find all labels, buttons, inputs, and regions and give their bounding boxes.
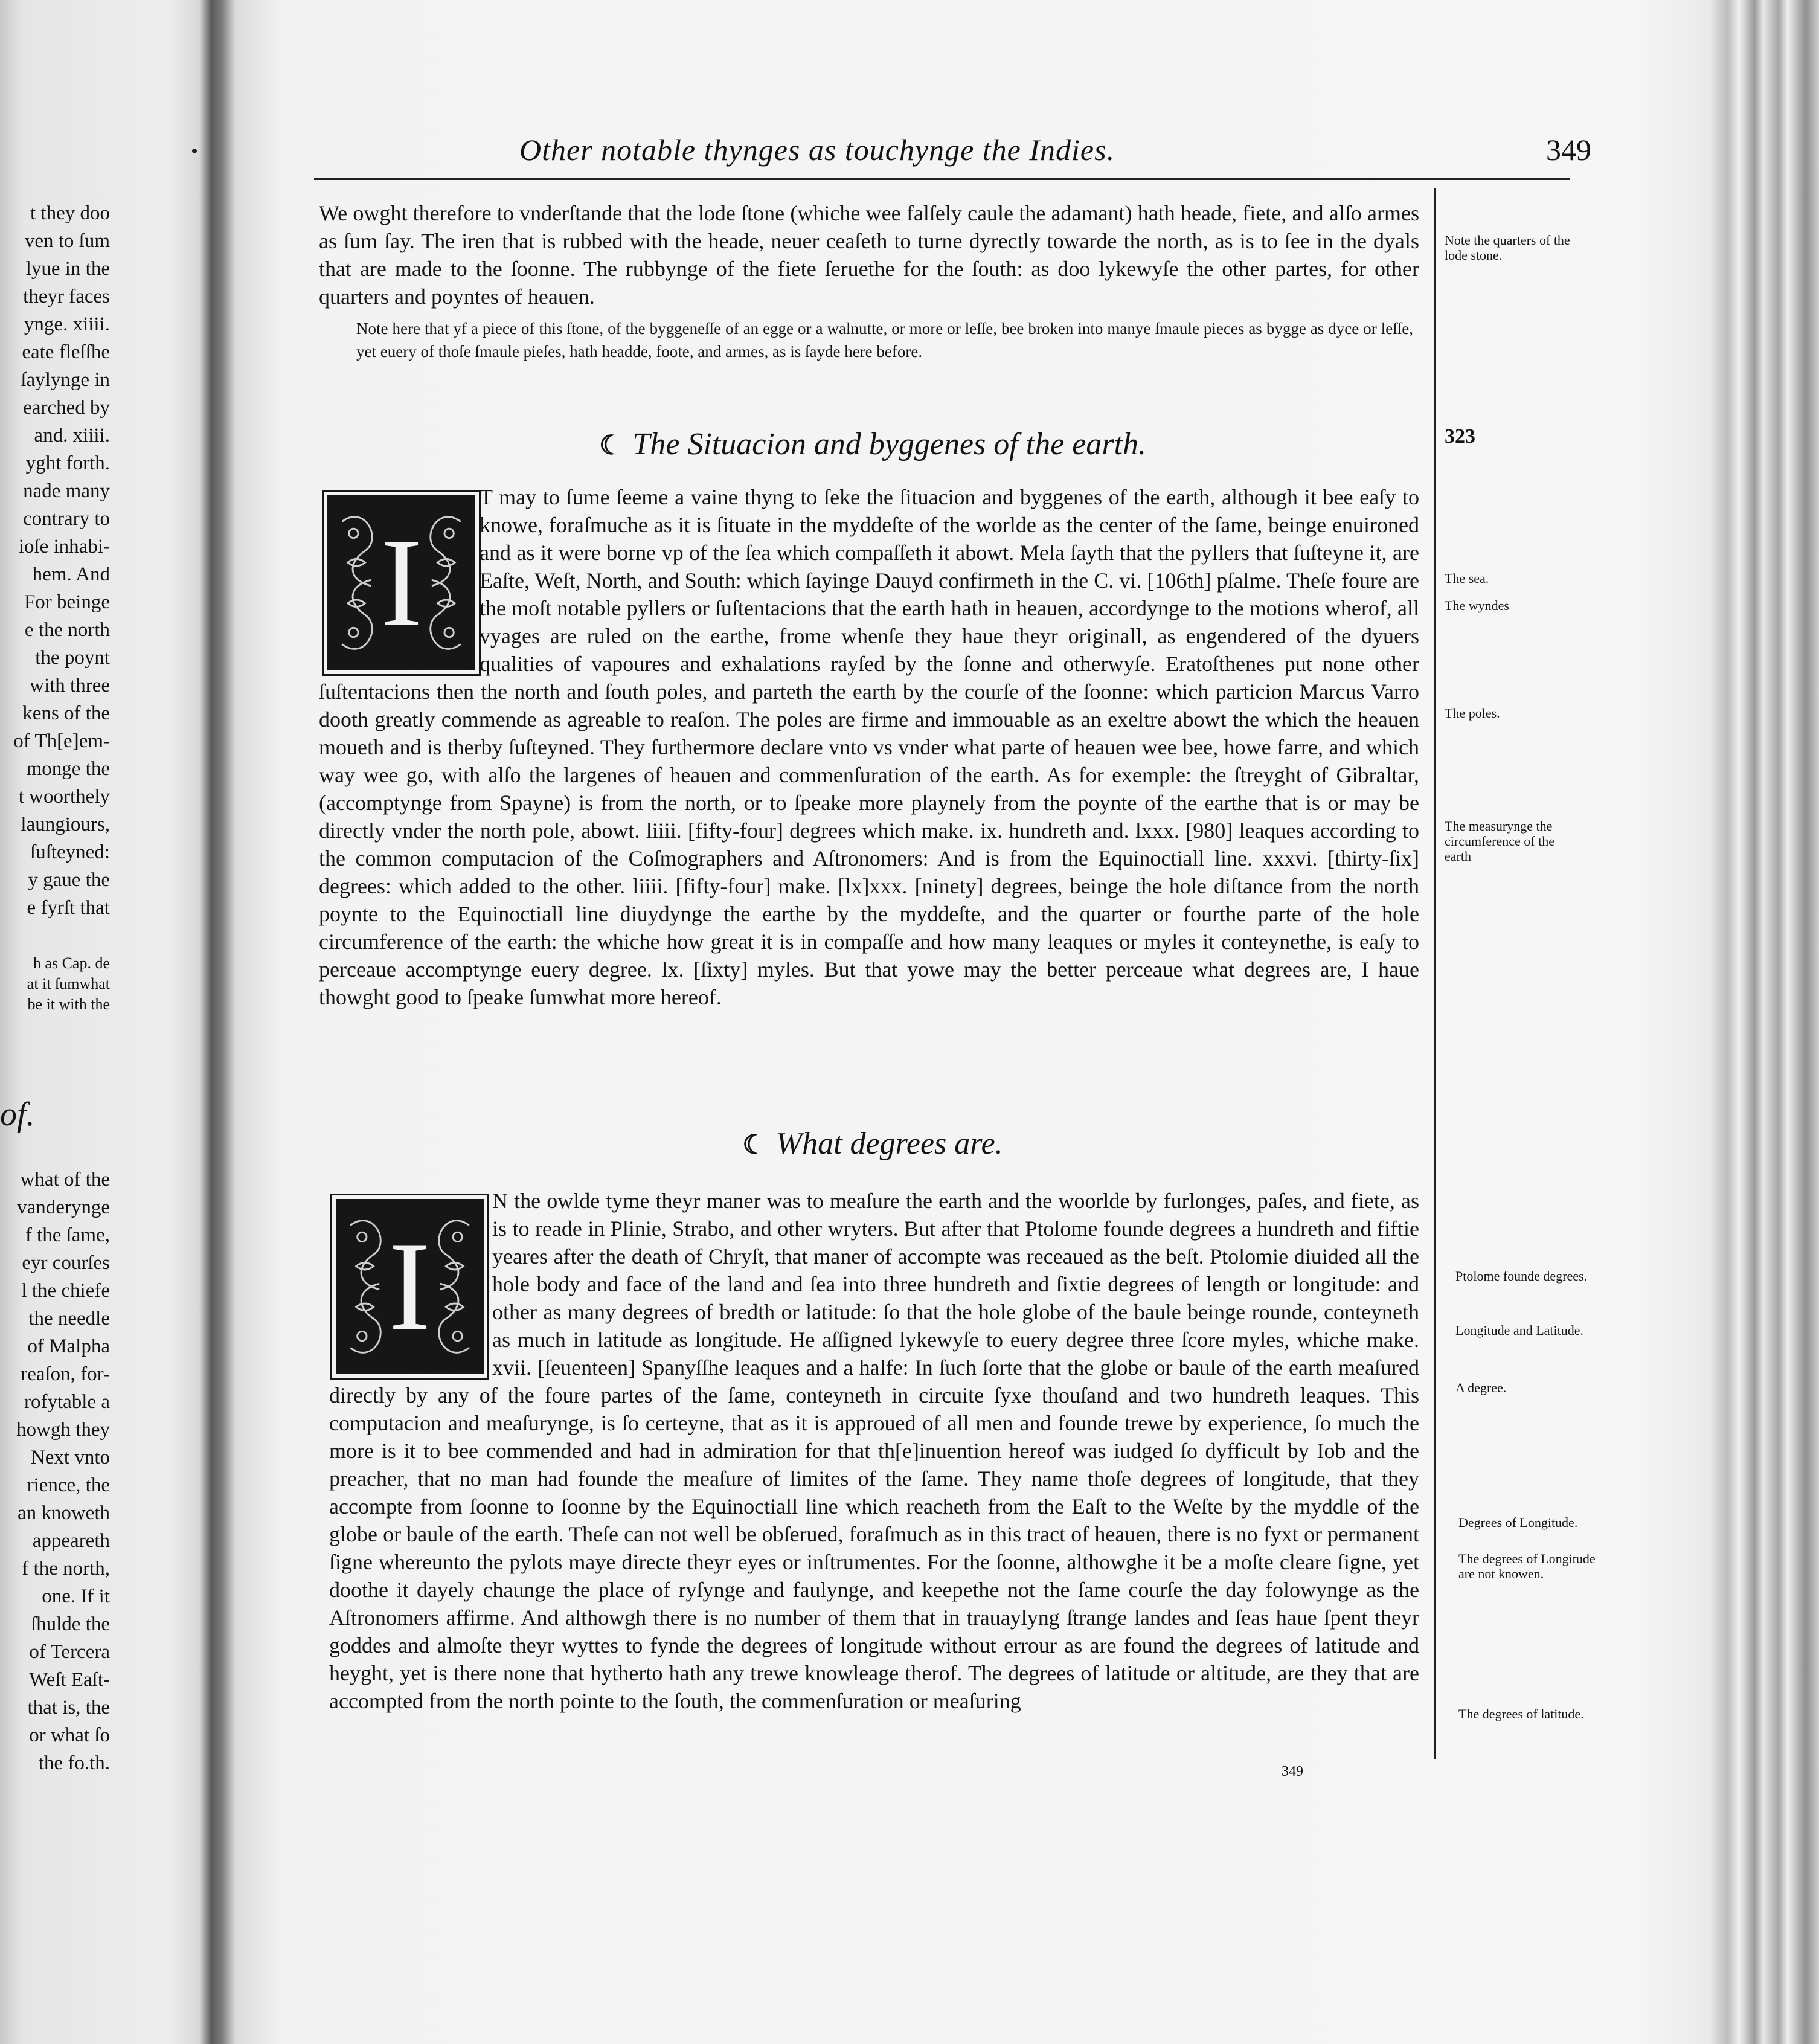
left-line: and. xiiii. bbox=[34, 425, 110, 446]
header-rule bbox=[314, 178, 1570, 180]
left-line: contrary to bbox=[23, 508, 110, 530]
left-line: one. If it bbox=[42, 1586, 110, 1607]
left-line: with three bbox=[30, 675, 110, 696]
left-line: that is, the bbox=[27, 1697, 110, 1718]
left-line: appeareth bbox=[32, 1530, 110, 1552]
left-line: or what ſo bbox=[29, 1724, 110, 1746]
dropcap-letter: I bbox=[380, 513, 423, 653]
left-line: monge the bbox=[26, 758, 110, 780]
left-line: e the north bbox=[24, 619, 110, 641]
left-line: t woorthely bbox=[18, 786, 110, 808]
margin-note: A degree. bbox=[1455, 1380, 1507, 1395]
margin-note: The measurynge the circumference of the earth bbox=[1445, 818, 1554, 864]
left-line: For beinge bbox=[24, 591, 110, 613]
left-note-line: be it with the bbox=[27, 995, 110, 1013]
left-line: lyue in the bbox=[25, 258, 110, 280]
footer-page-number: 349 bbox=[1282, 1764, 1303, 1779]
running-title: Other notable thynges as touchynge the Indies. bbox=[519, 133, 1115, 167]
left-line: earched by bbox=[23, 397, 110, 419]
margin-note: The degrees of latitude. bbox=[1458, 1706, 1584, 1721]
margin-reference-number: 323 bbox=[1445, 425, 1475, 448]
left-page-heading-fragment: of. bbox=[0, 1096, 35, 1133]
section-degrees-body bbox=[329, 1187, 1419, 1715]
margin-note: The wyndes bbox=[1445, 598, 1509, 613]
left-line: vanderynge bbox=[17, 1197, 110, 1218]
section-situacion-body bbox=[319, 483, 1419, 1011]
margin-note: The sea. bbox=[1445, 571, 1489, 586]
left-note-line: h as Cap. de bbox=[33, 954, 110, 972]
left-line: the needle bbox=[28, 1308, 110, 1329]
paragraph-mark-icon: ☾ bbox=[598, 431, 623, 460]
left-line: the fo.th. bbox=[38, 1752, 110, 1774]
left-line: laungiours, bbox=[21, 814, 110, 835]
left-line: what of the bbox=[20, 1169, 110, 1191]
margin-note: Note the quarters of the lode stone. bbox=[1445, 233, 1570, 263]
left-line: t they doo bbox=[30, 202, 110, 224]
left-line: l the chiefe bbox=[21, 1280, 110, 1302]
section-heading-text: The Situacion and byggenes of the earth. bbox=[632, 427, 1147, 461]
left-line: hem. And bbox=[32, 564, 110, 585]
left-line: Next vnto bbox=[30, 1447, 110, 1468]
left-line: an knoweth bbox=[17, 1502, 110, 1524]
section-heading-situacion bbox=[326, 425, 1419, 465]
left-line: of Malpha bbox=[27, 1335, 110, 1357]
intro-paragraph: We owght therefore to vnderſtande that the lode ſtone (whiche wee falſely caule the adamant) hath heade, fiete, and alſo armes as ſum ſay. The iren that is rubbed with the heade, neuer ceaſeth to turne dyrectly towarde the north, as is to ſee in the dyals that are made to the ſoonne. The rubbynge of the fiete ſeruethe for the ſouth: as doo lykewyſe the other partes, for other quarters and poyntes of heauen. bbox=[319, 201, 1419, 309]
left-page-column-2 bbox=[0, 1166, 110, 1777]
left-line: rience, the bbox=[27, 1474, 110, 1496]
section-heading-text: What degrees are. bbox=[775, 1126, 1003, 1161]
section-degrees-text: N the owlde tyme theyr maner was to meaſure the earth and the woorlde by furlonges, paſes, and fiete, as is to reade in Plinie, Strabo, and other wryters. But after that Ptolome founde degrees a hundreth and fiftie yeares after the death of Chryſt, that maner of accompte was receaued as the beſt. Ptolomie diuided all the hole body and face of the land and ſea into three hundreth and ſixtie degrees of length or longitude: and other as many degrees of bredth or latitude: ſo that the hole globe of the baule beinge rounde, conteyneth as much in latitude as longitude. He aſſigned lykewyſe to euery degree three ſcore myles, whiche make. xvii. [ſeuenteen] Spanyſſhe leaques and a halfe: In ſuch ſorte that the globe or baule of the earth meaſured directly by any of the foure partes of the ſame, conteyneth in circuite ſyxe thouſand and two hundreth leaques. This computacion and meaſurynge, is ſo certeyne, that as it is approued of all men and founde trewe by experience, ſo much the more is it to bee commended and had in admiration for that th[e]inuention hereof was iudged ſo dyfficult by Iob and the preacher, that no man had founde the meaſure of limites of the ſame. They name thoſe degrees of longitude, that they accompte from ſoonne to ſoonne by the Equinoctiall line which reacheth from the Eaſt to the Weſte by the myddle of the globe or baule of the earth. Theſe can not well be obſerued, foraſmuch as in this tract of heauen, there is no fyxt or permanent ſigne whereunto the pylots maye directe theyr eyes or inſtrumentes. For the ſoonne, althowghe it be a moſte cleare ſigne, yet doothe it dayely chaunge the place of ryſynge and faulynge, and keepethe not the ſame courſe the day folowynge as the Aſtronomers affirme. And althowgh there is no number of them that in trauaylyng ſtrange landes and ſeas haue ſpent theyr goddes and almoſte theyr wyttes to fynde the degrees of longitude without errour as are found the degrees of latitude and heyght, yet is there none that hytherto hath any trewe knowleage therof. The degrees of latitude or altitude, are they that are accompted from the north pointe to the ſouth, the commenſuration or meaſuring bbox=[329, 1189, 1419, 1713]
left-line: reaſon, for- bbox=[21, 1363, 110, 1385]
intro-note: Note here that yf a piece of this ſtone, of the byggeneſſe of an egge or a walnutte, or more or leſſe, bee broken into manye ſmaule pieces as bygge as dyce or leſſe, yet euery of thoſe ſmaule pieſes, hath headde, foote, and armes, as is ſayde here before. bbox=[356, 320, 1413, 361]
page-number: 349 bbox=[1546, 133, 1591, 167]
dropcap-spacer bbox=[319, 483, 480, 675]
left-line: theyr faces bbox=[23, 286, 110, 307]
dropcap-letter: I bbox=[388, 1216, 431, 1357]
left-line: rofytable a bbox=[24, 1391, 110, 1413]
dropcap-spacer bbox=[329, 1187, 492, 1377]
left-line: the poynt bbox=[35, 647, 110, 669]
left-note-line: at it ſumwhat bbox=[27, 975, 110, 992]
left-line: ven to ſum bbox=[24, 230, 110, 252]
left-line: yght forth. bbox=[25, 452, 110, 474]
left-page-column bbox=[0, 199, 110, 922]
left-line: f the north, bbox=[22, 1558, 110, 1580]
left-line: of Th[e]em- bbox=[13, 730, 110, 752]
left-page-note bbox=[0, 953, 110, 1015]
margin-rule bbox=[1434, 188, 1436, 1759]
left-line: ſaylynge in bbox=[21, 369, 110, 391]
left-line: Weſt Eaſt- bbox=[29, 1669, 110, 1691]
paragraph-mark-icon: ☾ bbox=[742, 1130, 766, 1160]
left-line: e fyrſt that bbox=[27, 897, 110, 919]
left-line: ioſe inhabi- bbox=[18, 536, 110, 558]
left-line: eate fleſſhe bbox=[22, 341, 110, 363]
left-line: howgh they bbox=[16, 1419, 110, 1441]
left-line: ſhulde the bbox=[30, 1613, 110, 1635]
margin-dot bbox=[192, 149, 197, 153]
margin-note: The poles. bbox=[1445, 705, 1500, 721]
margin-note: Ptolome founde degrees. bbox=[1455, 1268, 1588, 1284]
left-line: nade many bbox=[23, 480, 110, 502]
left-line: ſuſteyned: bbox=[30, 841, 110, 863]
left-line: eyr courſes bbox=[22, 1252, 110, 1274]
left-line: of Tercera bbox=[29, 1641, 110, 1663]
margin-note: Degrees of Longitude. bbox=[1458, 1515, 1578, 1530]
margin-note: The degrees of Longitude are not knowen. bbox=[1458, 1551, 1596, 1581]
left-line: y gaue the bbox=[28, 869, 110, 891]
margin-note: Longitude and Latitude. bbox=[1455, 1323, 1583, 1338]
left-line: f the ſame, bbox=[25, 1224, 110, 1246]
section-heading-degrees bbox=[326, 1125, 1419, 1165]
section-situacion-text: T may to ſume ſeeme a vaine thyng to ſeke the ſituacion and byggenes of the earth, although it bee eaſy to knowe, foraſmuche as it is ſituate in the myddeſte of the worlde as the center of the ſame, beinge enuironed and as it were borne vp of the ſea which compaſſeth it abowt. Mela ſayth that the pyllers that ſuſteyne it, are Eaſte, Weſt, North, and South: which ſayinge Dauyd confirmeth in the C. vi. [106th] pſalme. Theſe foure are the moſt notable pyllers or ſuſtentacions that the earth hath in heauen, accordynge to the motions wherof, all vyages are ruled on the earthe, frome whenſe they haue theyr originall, as engendered of the dyuers qualities of vapoures and exhalations rayſed by the ſonne and otherwyſe. Eratoſthenes put none other ſuſtentacions then the north and ſouth poles, and parteth the earth by the courſe of the ſoonne: which particion Marcus Varro dooth greatly commende as agreable to reaſon. The poles are firme and immouable as an exeltre abowt the which the heauen moueth and is therby ſuſteyned. They furthermore declare vnto vs vnder what parte of heauen wee bee, howe farre, and which way wee go, with alſo the largenes of heauen and commenſuration of the earth. As for exemple: the ſtreyght of Gibraltar, (accomptynge from Spayne) is from the north, or to ſpeake more playnely from the poynte of the earthe that is or may be directly vnder the north pole, abowt. liiii. [fifty-four] degrees which make. ix. hundreth and. lxxx. [980] leaques according to the common computacion of the Coſmographers and Aſtronomers: And is from the Equinoctiall line. xxxvi. [thirty-ſix] degrees: which added to the other. liiii. [fifty-four] make. [lx]xxx. [ninety] degrees, beinge the hole diſtance from the north poynte to the Equinoctiall line diuydynge the earthe by the myddeſte, and the quarter or fourthe parte of the hole circumference of the earth: the whiche how great it is in compaſſe and how many leaques or myles it conteynethe, is eaſy to perceaue accomptynge euery degree. lx. [ſixty] myles. But that yowe may the better perceaue what degrees are, I haue thowght good to ſpeake ſumwhat more hereof. bbox=[319, 485, 1419, 1009]
left-line: ynge. xiiii. bbox=[24, 313, 110, 335]
left-line: kens of the bbox=[22, 702, 110, 724]
